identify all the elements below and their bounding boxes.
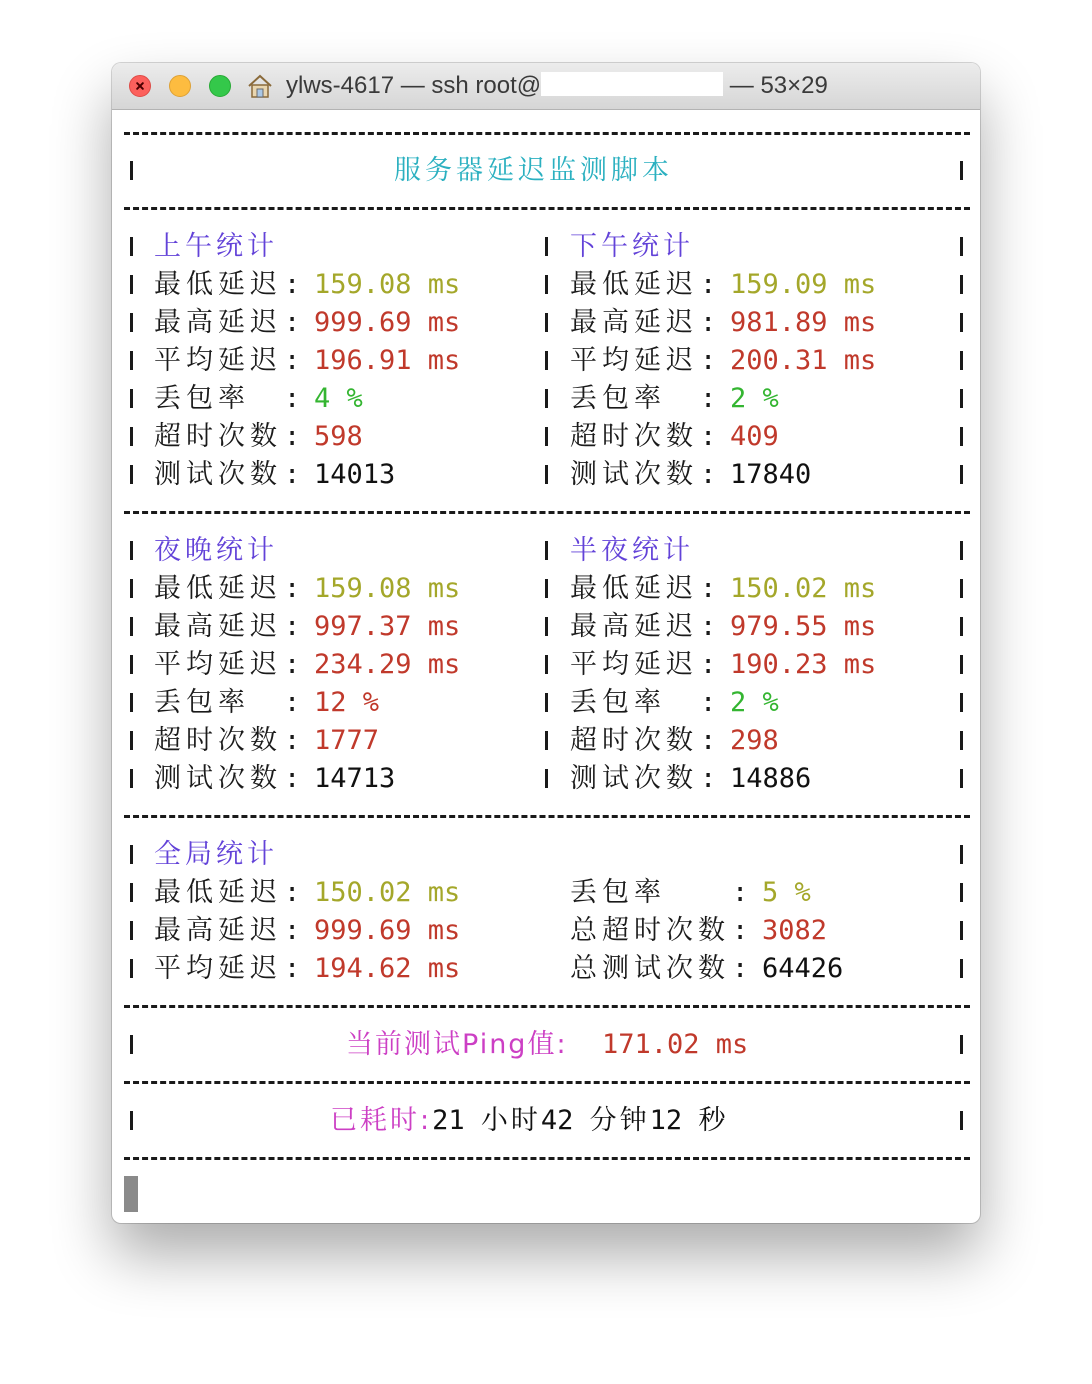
panel-title: 夜晚统计 [154, 535, 278, 566]
separator [124, 1081, 970, 1084]
global-title: 全局统计 [154, 839, 278, 870]
global-total-tests-value: 64426 [762, 953, 844, 984]
timeouts-value: 298 [730, 725, 779, 756]
title-suffix: — 53×29 [723, 72, 828, 99]
border-bar [130, 313, 133, 332]
tests-value: 14013 [314, 459, 396, 490]
colon: : [284, 649, 301, 680]
loss-value: 12 % [314, 687, 380, 718]
colon: : [700, 725, 717, 756]
separator [124, 132, 970, 135]
avg-value: 196.91 ms [314, 345, 461, 376]
elapsed-seconds-unit: 秒 [698, 1105, 726, 1136]
avg-value: 234.29 ms [314, 649, 461, 680]
min-label: 最低延迟 [154, 573, 282, 604]
max-label: 最高延迟 [154, 611, 282, 642]
min-value: 159.09 ms [730, 269, 877, 300]
minimize-button[interactable] [169, 75, 191, 97]
separator [124, 1005, 970, 1008]
border-bar [960, 731, 963, 750]
colon: : [700, 383, 717, 414]
avg-value: 200.31 ms [730, 345, 877, 376]
max-value: 999.69 ms [314, 307, 461, 338]
max-label: 最高延迟 [154, 915, 282, 946]
border-bar [960, 921, 963, 940]
loss-value: 2 % [730, 687, 779, 718]
timeouts-label: 超时次数 [154, 725, 282, 756]
max-value: 997.37 ms [314, 611, 461, 642]
border-bar [130, 237, 133, 256]
total-tests-label: 总测试次数 [570, 953, 730, 984]
elapsed-hours-unit: 小时 [480, 1105, 541, 1136]
min-label: 最低延迟 [154, 269, 282, 300]
border-bar [130, 769, 133, 788]
min-value: 150.02 ms [730, 573, 877, 604]
border-bar [130, 275, 133, 294]
border-bar [960, 959, 963, 978]
timeouts-value: 1777 [314, 725, 380, 756]
colon: : [284, 383, 301, 414]
colon: : [732, 877, 749, 908]
colon: : [700, 611, 717, 642]
border-bar [545, 275, 548, 294]
loss-label: 丢包率 [154, 687, 250, 718]
colon: : [732, 953, 749, 984]
border-bar [130, 959, 133, 978]
border-bar [545, 769, 548, 788]
border-bar [960, 313, 963, 332]
tests-label: 测试次数 [570, 459, 698, 490]
banner-title: 服务器延迟监测脚本 [394, 155, 673, 186]
border-bar [545, 693, 548, 712]
timeouts-label: 超时次数 [154, 421, 282, 452]
elapsed-minutes: 42 [540, 1105, 574, 1136]
border-bar [545, 237, 548, 256]
border-bar [545, 731, 548, 750]
border-bar [130, 579, 133, 598]
loss-label: 丢包率 [570, 877, 666, 908]
colon: : [700, 687, 717, 718]
total-timeouts-label: 总超时次数 [570, 915, 730, 946]
loss-label: 丢包率 [570, 383, 666, 414]
elapsed-label: 已耗时: [330, 1105, 433, 1136]
border-bar [960, 769, 963, 788]
border-bar [545, 427, 548, 446]
elapsed-line [330, 1103, 725, 1139]
max-value: 981.89 ms [730, 307, 877, 338]
home-icon [246, 73, 274, 99]
border-bar [130, 541, 133, 560]
terminal-cursor [124, 1176, 138, 1212]
colon: : [700, 307, 717, 338]
border-bar [960, 237, 963, 256]
loss-value: 2 % [730, 383, 779, 414]
colon: : [284, 611, 301, 642]
colon: : [700, 345, 717, 376]
border-bar [960, 1111, 963, 1130]
tests-label: 测试次数 [154, 459, 282, 490]
colon: : [284, 687, 301, 718]
colon: : [700, 459, 717, 490]
border-bar [545, 465, 548, 484]
terminal-window [112, 63, 980, 1223]
tests-label: 测试次数 [154, 763, 282, 794]
window-title [286, 71, 828, 101]
title-bar[interactable] [112, 63, 980, 110]
colon: : [284, 459, 301, 490]
tests-label: 测试次数 [570, 763, 698, 794]
avg-label: 平均延迟 [570, 649, 698, 680]
border-bar [130, 351, 133, 370]
border-bar [960, 655, 963, 674]
colon: : [700, 269, 717, 300]
max-label: 最高延迟 [570, 307, 698, 338]
panel-title: 下午统计 [570, 231, 694, 262]
colon: : [284, 763, 301, 794]
border-bar [960, 693, 963, 712]
border-bar [545, 617, 548, 636]
timeouts-label: 超时次数 [570, 725, 698, 756]
tests-value: 14713 [314, 763, 396, 794]
ping-value: 171.02 ms [602, 1029, 749, 1060]
colon: : [732, 915, 749, 946]
global-min-value: 150.02 ms [314, 877, 461, 908]
border-bar [130, 161, 133, 180]
min-value: 159.08 ms [314, 573, 461, 604]
terminal-content[interactable] [112, 110, 980, 1223]
border-bar [960, 1035, 963, 1054]
border-bar [960, 465, 963, 484]
close-button[interactable] [129, 75, 151, 97]
global-avg-value: 194.62 ms [314, 953, 461, 984]
global-max-value: 999.69 ms [314, 915, 461, 946]
tests-value: 17840 [730, 459, 812, 490]
border-bar [545, 579, 548, 598]
timeouts-value: 598 [314, 421, 363, 452]
timeouts-label: 超时次数 [570, 421, 698, 452]
min-label: 最低延迟 [154, 877, 282, 908]
border-bar [130, 427, 133, 446]
title-prefix: ylws-4617 — ssh root@ [286, 72, 542, 99]
border-bar [130, 389, 133, 408]
zoom-button[interactable] [209, 75, 231, 97]
border-bar [960, 389, 963, 408]
colon: : [284, 915, 301, 946]
colon: : [284, 877, 301, 908]
separator [124, 511, 970, 514]
ping-label: 当前测试Ping值: [346, 1029, 568, 1060]
max-label: 最高延迟 [570, 611, 698, 642]
border-bar [130, 845, 133, 864]
border-bar [960, 161, 963, 180]
colon: : [284, 307, 301, 338]
border-bar [130, 465, 133, 484]
avg-label: 平均延迟 [154, 953, 282, 984]
panel-title: 半夜统计 [570, 535, 694, 566]
min-label: 最低延迟 [570, 269, 698, 300]
avg-value: 190.23 ms [730, 649, 877, 680]
global-total-timeouts-value: 3082 [762, 915, 828, 946]
close-icon [135, 81, 145, 91]
border-bar [130, 1111, 133, 1130]
elapsed-minutes-unit: 分钟 [589, 1105, 650, 1136]
separator [124, 207, 970, 210]
avg-label: 平均延迟 [570, 345, 698, 376]
border-bar [960, 351, 963, 370]
border-bar [130, 921, 133, 940]
loss-label: 丢包率 [154, 383, 250, 414]
colon: : [284, 421, 301, 452]
colon: : [284, 953, 301, 984]
min-label: 最低延迟 [570, 573, 698, 604]
timeouts-value: 409 [730, 421, 779, 452]
border-bar [545, 389, 548, 408]
border-bar [130, 883, 133, 902]
panel-title: 上午统计 [154, 231, 278, 262]
colon: : [700, 421, 717, 452]
colon: : [700, 649, 717, 680]
border-bar [545, 313, 548, 332]
tests-value: 14886 [730, 763, 812, 794]
border-bar [545, 655, 548, 674]
border-bar [960, 427, 963, 446]
colon: : [284, 573, 301, 604]
max-label: 最高延迟 [154, 307, 282, 338]
border-bar [960, 883, 963, 902]
border-bar [960, 275, 963, 294]
border-bar [960, 845, 963, 864]
border-bar [130, 1035, 133, 1054]
elapsed-hours: 21 [432, 1105, 465, 1136]
colon: : [700, 573, 717, 604]
colon: : [700, 763, 717, 794]
loss-label: 丢包率 [570, 687, 666, 718]
separator [124, 1157, 970, 1160]
colon: : [284, 345, 301, 376]
min-value: 159.08 ms [314, 269, 461, 300]
separator [124, 815, 970, 818]
border-bar [960, 579, 963, 598]
elapsed-seconds: 12 [649, 1105, 683, 1136]
loss-value: 4 % [314, 383, 363, 414]
avg-label: 平均延迟 [154, 345, 282, 376]
redacted-host [541, 72, 723, 96]
border-bar [545, 351, 548, 370]
border-bar [130, 655, 133, 674]
avg-label: 平均延迟 [154, 649, 282, 680]
border-bar [130, 617, 133, 636]
border-bar [960, 541, 963, 560]
colon: : [284, 269, 301, 300]
max-value: 979.55 ms [730, 611, 877, 642]
border-bar [130, 731, 133, 750]
global-loss-value: 5 % [762, 877, 811, 908]
colon: : [284, 725, 301, 756]
border-bar [545, 541, 548, 560]
border-bar [960, 617, 963, 636]
border-bar [130, 693, 133, 712]
